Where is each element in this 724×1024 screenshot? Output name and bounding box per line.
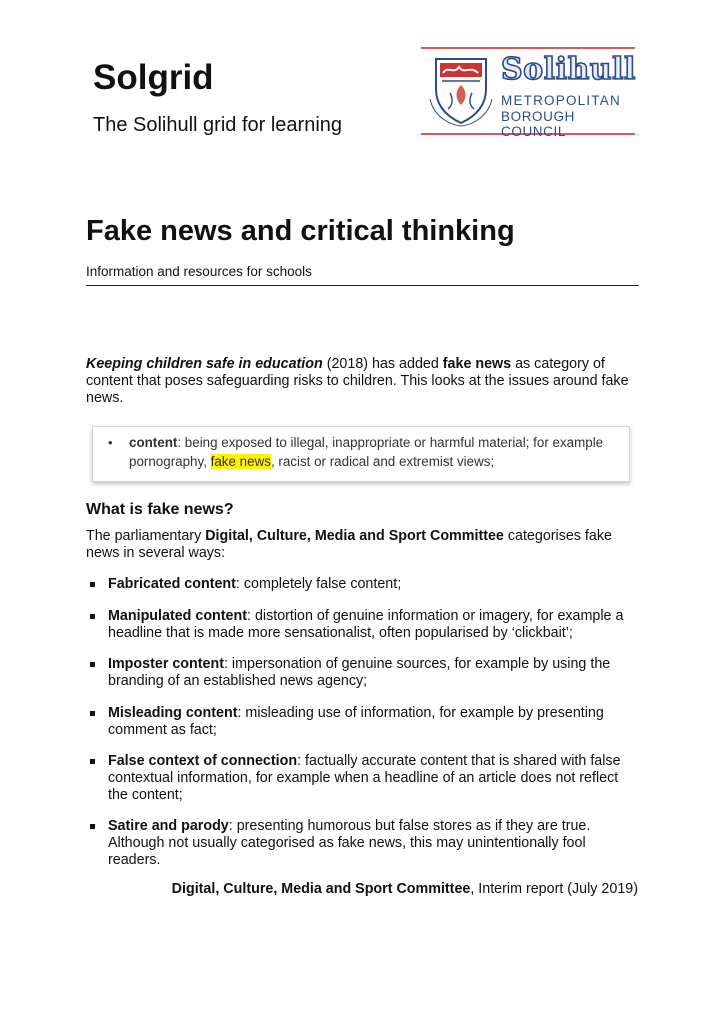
list-item-term: Misleading content [108,705,238,721]
list-item-desc: : impersonation of genuine sources, for example by using the branding of an established news agency; [108,656,611,689]
bullet-icon [90,711,95,716]
title-divider [86,285,639,286]
excerpt-text-1: : being exposed to illegal, inappropriate or harmful material; for example pornography, [129,435,604,469]
list-item-text [108,576,638,593]
list-item-term: Fabricated content [108,576,236,592]
list-item-text [108,608,638,642]
list-item-term: False context of connection [108,753,298,769]
excerpt-bullet: • [108,435,113,450]
intro-strong: fake news [442,356,512,372]
list-item-term: Imposter content [108,656,224,672]
lead-text-1: The parliamentary [86,528,206,544]
logo-line-1: METROPOLITAN [501,93,621,108]
brand-subtitle: The Solihull grid for learning [93,114,343,136]
bullet-icon [90,759,95,764]
intro-text-1: (2018) has added [322,356,443,372]
list-item-desc: : factually accurate content that is shared with false contextual information, for example when a headline of an article does not reflect the content; [108,753,621,803]
intro-text-2: as category of content that poses safeguarding risks to children. This looks at the issues around fake news. [86,356,629,406]
lead-text-2: categorises fake news in several ways: [86,528,612,561]
list-item-text [108,818,638,869]
citation [86,881,638,898]
council-logo [421,47,636,139]
coat-of-arms-icon [428,55,494,127]
list-item-text [108,705,638,739]
bullet-icon [90,614,95,619]
intro-emphasis: Keeping children safe in education [86,356,323,372]
list-item-term: Manipulated content [108,608,247,624]
brand-title: Solgrid [93,58,214,97]
excerpt-label: content [129,435,178,450]
list-item-text [108,656,638,690]
page-title: Fake news and critical thinking [86,215,515,247]
list-item-desc: : distortion of genuine information or imagery, for example a headline that is made more sensationalist, often popularised by ‘clickbait’; [108,608,624,641]
section-heading: What is fake news? [86,501,234,518]
list-item-desc: : presenting humorous but false stores as if they are true. Although not usually categorised as fake news, this may unintentionally fool readers. [108,818,591,868]
citation-strong: Digital, Culture, Media and Sport Committee [171,881,471,897]
lead-strong: Digital, Culture, Media and Sport Committee [205,528,504,544]
list-item-desc: : misleading use of information, for example by presenting comment as fact; [108,705,604,738]
list-item-desc: : completely false content; [235,576,402,592]
excerpt-highlight: fake news [210,454,271,469]
section-lead [86,528,638,562]
logo-line-2: BOROUGH COUNCIL [501,109,575,139]
excerpt-text-2: , racist or radical and extremist views; [270,454,495,469]
citation-text: , Interim report (July 2019) [470,881,638,897]
excerpt-clipping [92,426,630,482]
list-item-term: Satire and parody [108,818,229,834]
list-item-text [108,753,638,804]
bullet-icon [90,824,95,829]
excerpt-text [129,433,619,471]
intro-paragraph [86,356,638,407]
bullet-icon [90,582,95,587]
bullet-icon [90,662,95,667]
page-subtitle: Information and resources for schools [86,264,312,279]
logo-name: Solihull [501,52,636,87]
